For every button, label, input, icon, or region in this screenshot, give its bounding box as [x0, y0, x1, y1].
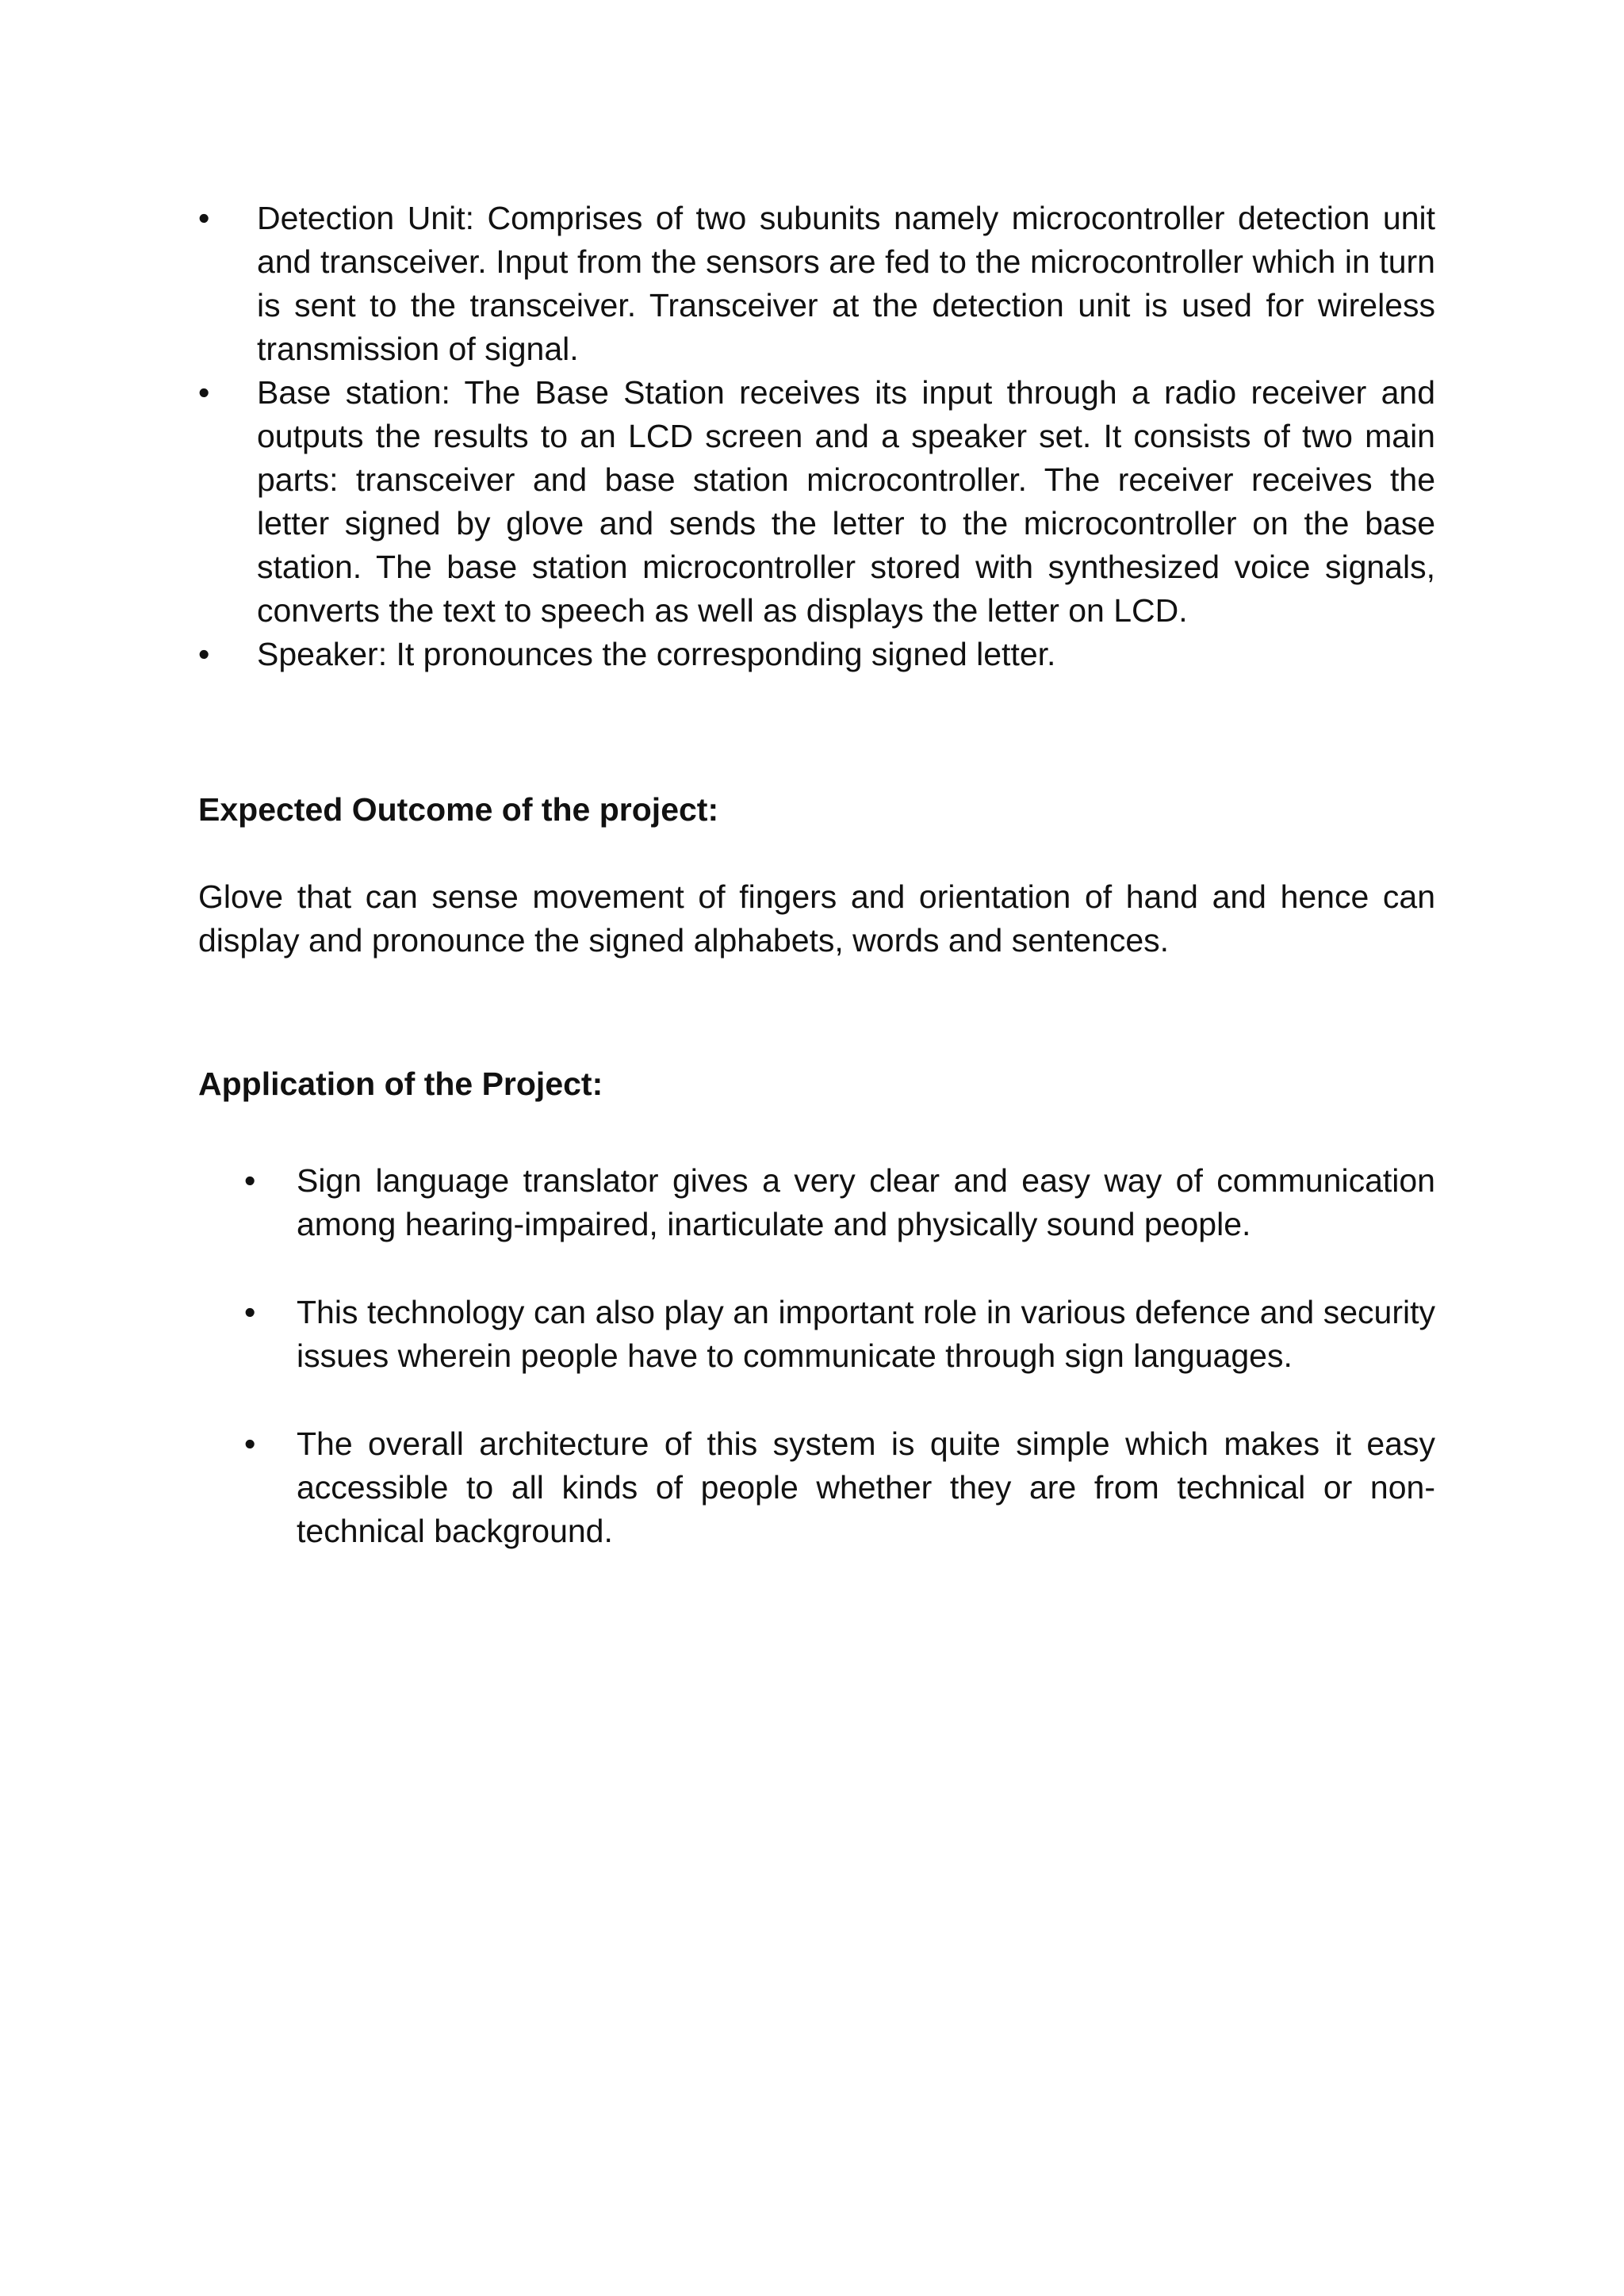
bullet-icon: •	[198, 636, 210, 672]
heading-expected-outcome: Expected Outcome of the project:	[198, 791, 719, 828]
list-item-detection-unit	[198, 197, 1435, 371]
list-item-base-station	[198, 371, 1435, 633]
list-item-text: The overall architecture of this system is quite simple which makes it easy accessible to all kinds of people whether they are from technical or non-technical background.	[297, 1425, 1435, 1549]
heading-application: Application of the Project:	[198, 1066, 603, 1102]
application-list	[244, 1159, 1435, 1598]
system-components-list	[198, 197, 1435, 676]
outcome-paragraph: Glove that can sense movement of fingers and orientation of hand and hence can display and pronounce the signed alphabets, words and sentences.	[198, 878, 1435, 959]
list-item-application	[244, 1159, 1435, 1246]
list-item-text: This technology can also play an important role in various defence and security issues wherein people have to communicate through sign languages.	[297, 1294, 1435, 1374]
bullet-icon: •	[198, 374, 210, 411]
bullet-icon: •	[198, 200, 210, 236]
list-item-text: Speaker: It pronounces the corresponding signed letter.	[257, 636, 1056, 672]
list-item-application	[244, 1422, 1435, 1553]
list-item-text: Sign language translator gives a very clear and easy way of communication among hearing-impaired, inarticulate and physically sound people.	[297, 1162, 1435, 1242]
bullet-icon: •	[244, 1294, 256, 1330]
bullet-icon: •	[244, 1162, 256, 1199]
list-item-application	[244, 1291, 1435, 1378]
list-item-speaker	[198, 633, 1435, 676]
list-item-text: Base station: The Base Station receives its input through a radio receiver and outputs the results to an LCD screen and a speaker set. It consists of two main parts: transceiver and base station microcontroller. The receiver receives the letter signed by glove and sends the letter to the microcontroller on the base station. The base station microcontroller stored with synthesized voice signals, converts the text to speech as well as displays the letter on LCD.	[257, 374, 1435, 629]
bullet-icon: •	[244, 1425, 256, 1462]
list-item-text: Detection Unit: Comprises of two subunits namely microcontroller detection unit and transceiver. Input from the sensors are fed to the microcontroller which in turn is sent to the transceiver. Transceiver at the detection unit is used for wireless transmission of signal.	[257, 200, 1435, 367]
